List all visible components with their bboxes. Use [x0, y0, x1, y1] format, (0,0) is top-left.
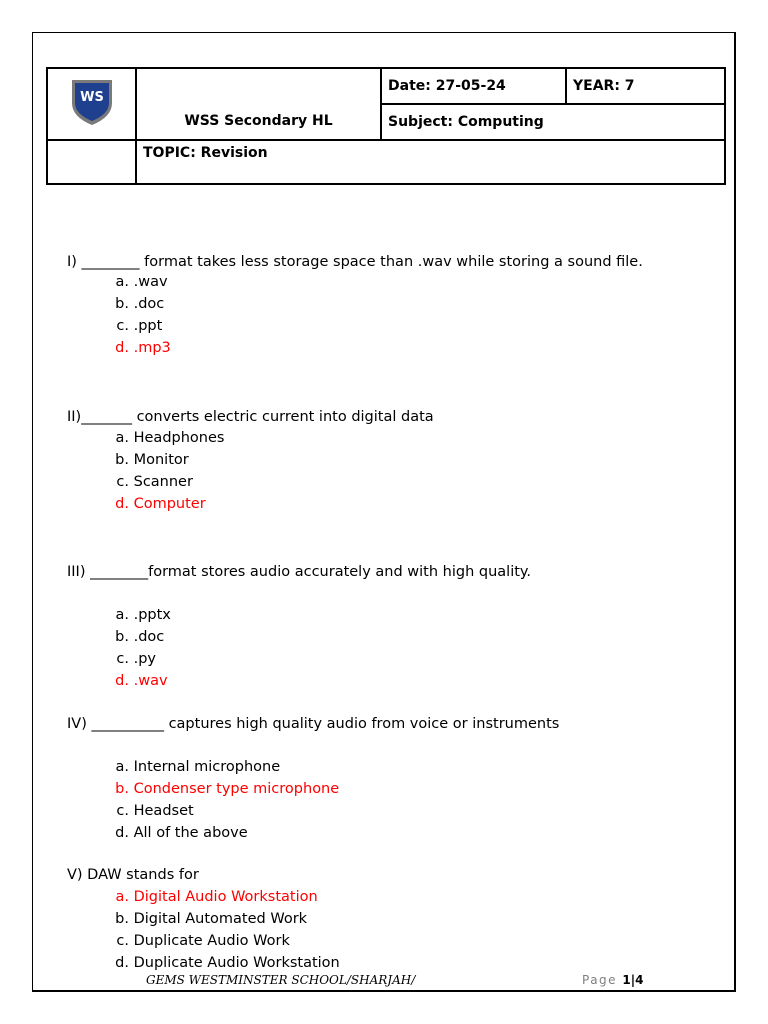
logo-cell — [47, 68, 136, 140]
topic-empty-cell — [47, 140, 136, 184]
option: b. Digital Automated Work — [115, 911, 308, 927]
correct-option: b. Condenser type microphone — [115, 781, 340, 797]
option: a. .wav — [115, 274, 168, 290]
option: d. Duplicate Audio Workstation — [115, 955, 340, 971]
subject-field: Subject: Computing — [381, 104, 725, 140]
school-logo-icon — [69, 77, 115, 127]
question-4-options — [91, 756, 339, 844]
question-3: III) ________format stores audio accurately and with high quality. — [67, 564, 532, 580]
correct-option: a. Digital Audio Workstation — [115, 889, 318, 905]
page-current: 1 — [622, 973, 631, 987]
correct-option: d. .wav — [115, 673, 168, 689]
logo-text: WS — [79, 90, 104, 105]
question-2: II)_______ converts electric current into digital data — [67, 409, 434, 425]
option: b. Monitor — [115, 452, 189, 468]
school-name: WSS Secondary HL — [136, 68, 381, 140]
question-3-options — [91, 604, 171, 692]
question-4: IV) __________ captures high quality audio from voice or instruments — [67, 716, 560, 732]
date-field: Date: 27-05-24 — [381, 68, 566, 104]
page-label: Page — [582, 973, 618, 987]
question-2-options — [91, 427, 224, 515]
option: a. Headphones — [115, 430, 225, 446]
question-1-options — [91, 271, 171, 359]
option: a. Internal microphone — [115, 759, 281, 775]
question-5-options — [91, 886, 340, 974]
page-separator: | — [630, 973, 636, 987]
option: b. .doc — [115, 296, 165, 312]
option: c. Scanner — [116, 474, 193, 490]
option: c. Headset — [116, 803, 194, 819]
question-1: I) ________ format takes less storage space than .wav while storing a sound file. — [67, 254, 643, 270]
option: a. .pptx — [115, 607, 171, 623]
header-table — [46, 67, 726, 185]
question-5: V) DAW stands for — [67, 867, 199, 883]
footer-page-number — [582, 973, 644, 987]
correct-option: d. Computer — [115, 496, 206, 512]
page-total: 4 — [635, 973, 644, 987]
option: b. .doc — [115, 629, 165, 645]
topic-field: TOPIC: Revision — [136, 140, 725, 184]
footer-school-name: GEMS WESTMINSTER SCHOOL/SHARJAH/ — [146, 973, 416, 987]
option: c. .ppt — [116, 318, 163, 334]
option: c. Duplicate Audio Work — [116, 933, 290, 949]
option: d. All of the above — [115, 825, 248, 841]
option: c. .py — [116, 651, 157, 667]
year-field: YEAR: 7 — [566, 68, 725, 104]
correct-option: d. .mp3 — [115, 340, 171, 356]
